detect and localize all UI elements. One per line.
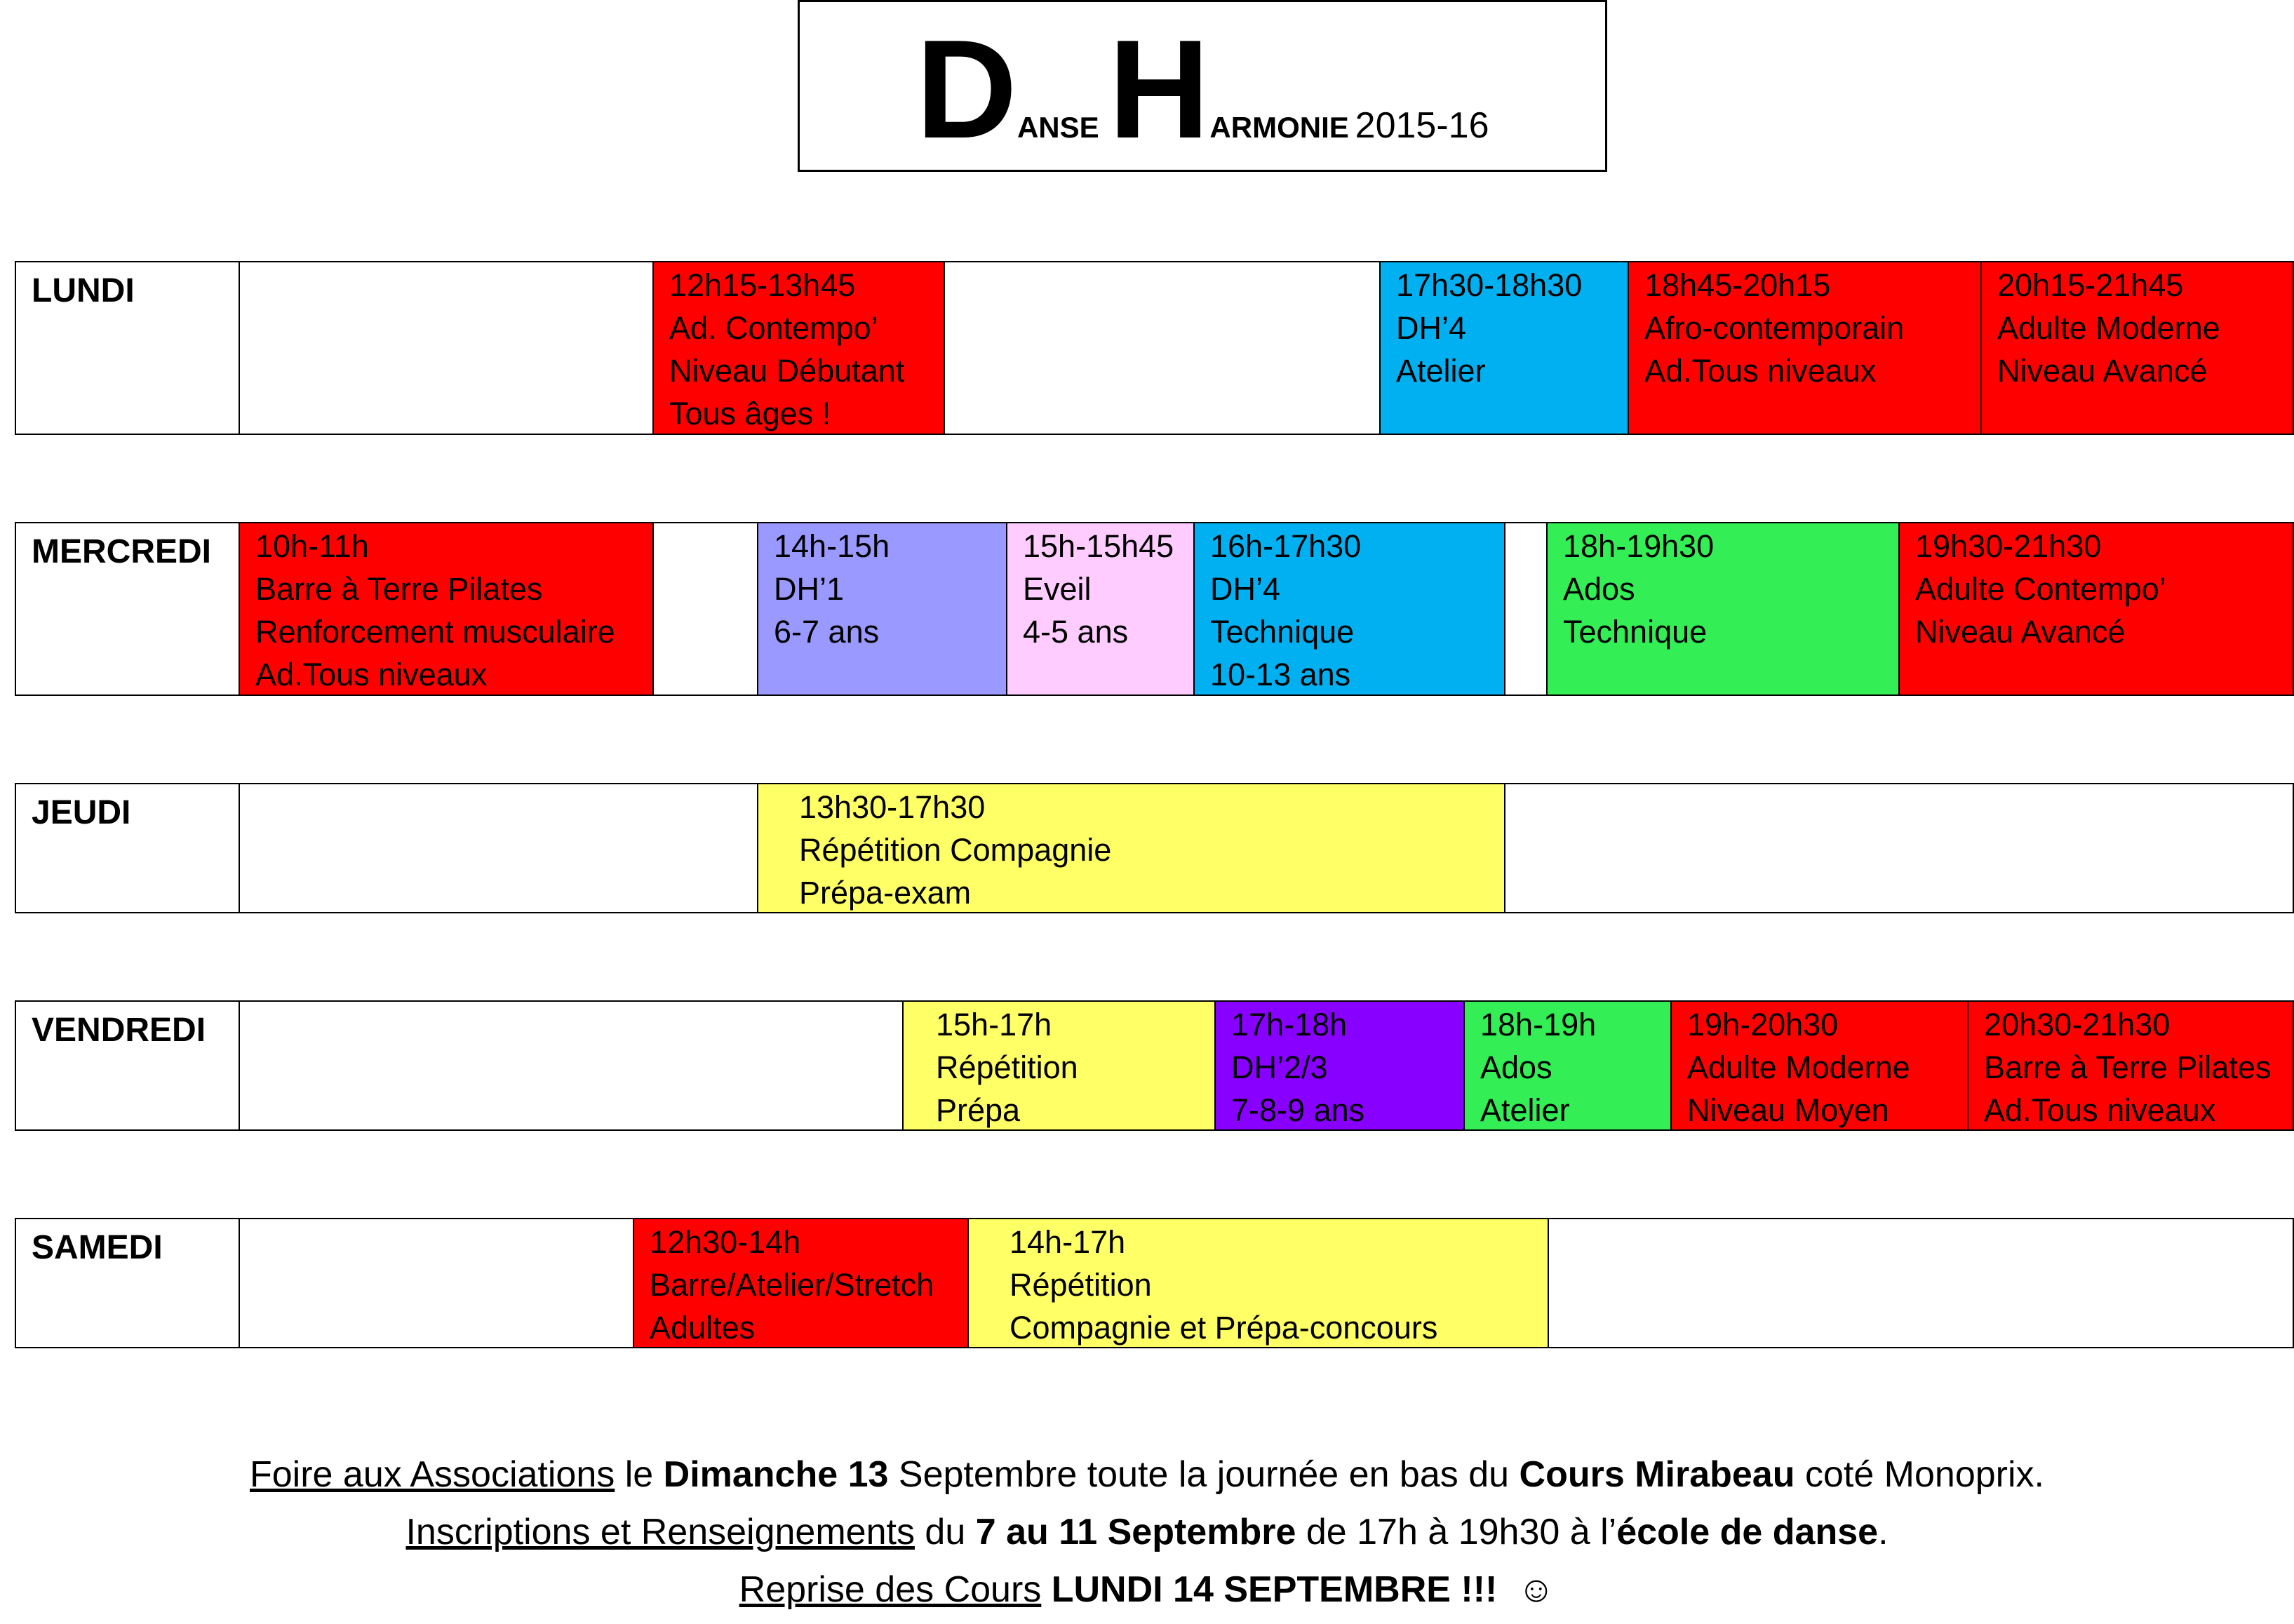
slot-line: Prépa [936, 1092, 1021, 1128]
title-box [798, 0, 1607, 172]
slot-line: 10-13 ans [1210, 657, 1351, 692]
slot-line: Barre à Terre Pilates [255, 571, 543, 607]
footer-line-3 [0, 1561, 2294, 1618]
slot-line: Adulte Contempo’ [1915, 571, 2166, 607]
slot-line: 12h30-14h [650, 1224, 801, 1260]
row-jeudi [15, 783, 2294, 913]
day-label-vendredi: VENDREDI [15, 1000, 240, 1131]
slot-vendredi-3 [1463, 1000, 1672, 1131]
slot-mercredi-4 [1193, 522, 1505, 696]
slot-line: DH’1 [774, 571, 845, 607]
empty-cell [239, 1218, 634, 1348]
slot-line: Barre à Terre Pilates [1984, 1049, 2272, 1085]
slot-line: Technique [1210, 614, 1355, 650]
slot-lundi-2 [1379, 261, 1629, 435]
slot-line: Afro-contemporain [1644, 310, 1905, 346]
slot-line: Renforcement musculaire [255, 614, 615, 650]
slot-line: 4-5 ans [1023, 614, 1129, 650]
footer-bold: 7 au 11 Septembre [975, 1512, 1296, 1552]
row-vendredi [15, 1000, 2294, 1131]
slot-line: Compagnie et Prépa-concours [1010, 1310, 1438, 1345]
day-label-samedi: SAMEDI [15, 1218, 240, 1348]
footer-line-1 [0, 1446, 2294, 1503]
empty-cell [944, 261, 1381, 435]
empty-cell [239, 261, 654, 435]
slot-line: 14h-17h [1010, 1224, 1126, 1260]
title-letter-d: D [915, 11, 1017, 168]
footer-text: du [914, 1512, 976, 1552]
empty-cell [1548, 1218, 2294, 1348]
slot-line: Ad. Contempo’ [669, 310, 878, 346]
smiley-icon: ☺ [1517, 1569, 1555, 1610]
slot-line: Ados [1480, 1049, 1552, 1085]
footer-link-reprise: Reprise des Cours [739, 1569, 1042, 1610]
day-label-jeudi: JEUDI [15, 783, 240, 913]
slot-mercredi-5 [1546, 522, 1900, 696]
slot-line: 6-7 ans [774, 614, 880, 650]
slot-line: 15h-15h45 [1023, 528, 1174, 564]
footer-link-foire: Foire aux Associations [250, 1454, 615, 1495]
footer-text: . [1878, 1512, 1889, 1552]
slot-line: 19h30-21h30 [1915, 528, 2102, 564]
footer-bold: Cours Mirabeau [1519, 1454, 1795, 1495]
footer-line-2 [0, 1503, 2294, 1561]
footer-text: de 17h à 19h30 à l’ [1296, 1512, 1617, 1552]
empty-cell [239, 783, 758, 913]
footer-text: le [615, 1454, 664, 1495]
slot-line: Ados [1563, 571, 1635, 607]
slot-lundi-1 [652, 261, 945, 435]
slot-mercredi-2 [757, 522, 1007, 696]
empty-cell [652, 522, 758, 696]
slot-line: 13h30-17h30 [799, 789, 986, 825]
footer-link-inscriptions: Inscriptions et Renseignements [405, 1512, 915, 1552]
slot-vendredi-5 [1967, 1000, 2294, 1131]
slot-line: Niveau Avancé [1997, 353, 2208, 389]
slot-line: 20h30-21h30 [1984, 1007, 2171, 1042]
slot-line: 15h-17h [936, 1007, 1052, 1042]
slot-line: 20h15-21h45 [1997, 267, 2184, 303]
slot-vendredi-1 [902, 1000, 1216, 1131]
slot-line: Technique [1563, 614, 1708, 650]
slot-line: DH’4 [1396, 310, 1467, 346]
slot-line: 18h45-20h15 [1644, 267, 1831, 303]
day-label-lundi: LUNDI [15, 261, 240, 435]
slot-vendredi-2 [1214, 1000, 1465, 1131]
empty-cell [1504, 783, 2294, 913]
footer-bold: école de danse [1616, 1512, 1879, 1552]
slot-line: Répétition [936, 1049, 1078, 1085]
slot-line: Atelier [1396, 353, 1486, 389]
row-samedi [15, 1218, 2294, 1348]
slot-line: Tous âges ! [669, 396, 831, 431]
slot-line: 17h-18h [1231, 1007, 1348, 1042]
footer-text [1041, 1569, 1051, 1610]
empty-cell [239, 1000, 904, 1131]
slot-line: DH’2/3 [1231, 1049, 1328, 1085]
slot-line: Adulte Moderne [1687, 1049, 1910, 1085]
slot-line: 18h-19h [1480, 1007, 1597, 1042]
slot-mercredi-6 [1898, 522, 2294, 696]
footer-text: coté Monoprix. [1795, 1454, 2044, 1495]
slot-line: 19h-20h30 [1687, 1007, 1839, 1042]
slot-mercredi-1 [239, 522, 654, 696]
slot-line: Ad.Tous niveaux [255, 657, 488, 692]
footer-bold: Dimanche 13 [663, 1454, 889, 1495]
title-year: 2015-16 [1355, 105, 1489, 146]
row-mercredi [15, 522, 2294, 696]
slot-mercredi-3 [1006, 522, 1195, 696]
slot-line: Répétition Compagnie [799, 832, 1112, 868]
slot-line: 17h30-18h30 [1396, 267, 1583, 303]
footer-bold: LUNDI 14 SEPTEMBRE !!! [1051, 1569, 1498, 1610]
slot-samedi-1 [633, 1218, 969, 1348]
slot-line: 18h-19h30 [1563, 528, 1715, 564]
empty-cell [1504, 522, 1548, 696]
title-anse: ANSE [1017, 111, 1099, 144]
slot-line: Ad.Tous niveaux [1984, 1092, 2216, 1128]
slot-jeudi-1 [757, 783, 1505, 913]
slot-line: Niveau Débutant [669, 353, 905, 389]
title-letter-h: H [1108, 11, 1210, 168]
slot-vendredi-4 [1670, 1000, 1968, 1131]
slot-line: Atelier [1480, 1092, 1570, 1128]
slot-line: Niveau Avancé [1915, 614, 2126, 650]
slot-line: Niveau Moyen [1687, 1092, 1889, 1128]
page-title [800, 11, 1605, 168]
slot-line: DH’4 [1210, 571, 1281, 607]
slot-line: Répétition [1010, 1267, 1152, 1303]
slot-line: 12h15-13h45 [669, 267, 856, 303]
slot-samedi-2 [967, 1218, 1549, 1348]
row-lundi [15, 261, 2294, 435]
slot-line: 16h-17h30 [1210, 528, 1362, 564]
slot-line: 10h-11h [255, 528, 369, 564]
slot-line: Eveil [1023, 571, 1092, 607]
title-armonie: ARMONIE [1209, 111, 1349, 144]
footer-text: Septembre toute la journée en bas du [888, 1454, 1520, 1495]
day-label-mercredi: MERCREDI [15, 522, 240, 696]
slot-line: 14h-15h [774, 528, 890, 564]
slot-line: Adulte Moderne [1997, 310, 2220, 346]
slot-line: Adultes [650, 1310, 756, 1345]
slot-line: Prépa-exam [799, 875, 972, 911]
slot-line: Ad.Tous niveaux [1644, 353, 1877, 389]
slot-line: Barre/Atelier/Stretch [650, 1267, 934, 1303]
slot-line: 7-8-9 ans [1231, 1092, 1365, 1128]
slot-lundi-4 [1980, 261, 2294, 435]
slot-lundi-3 [1628, 261, 1982, 435]
